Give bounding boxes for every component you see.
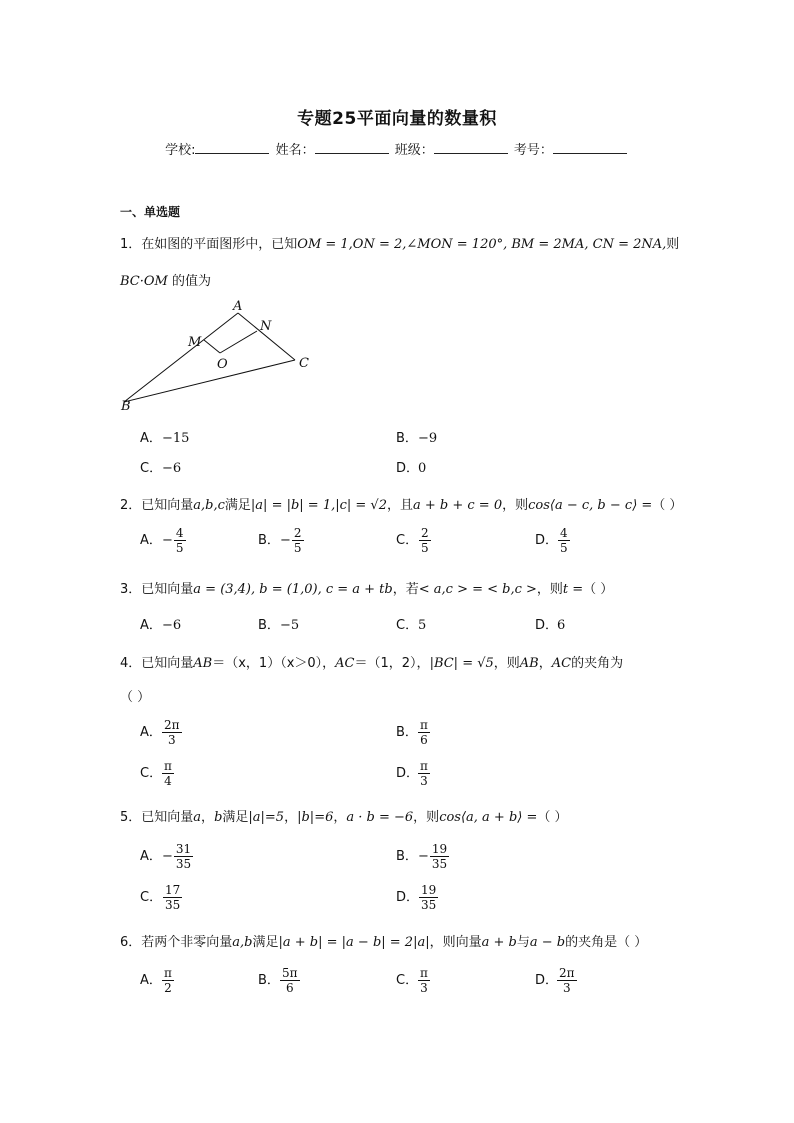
q2-answer-paren: （ ） [652,498,683,513]
q2-stem [120,494,682,513]
q6-stem-text3: ，则向量 [429,935,482,950]
q5-vector-a: a [193,810,202,825]
q1-stem-suffix: 的值为 [167,274,211,289]
q4-stem-text5: ， [538,656,552,671]
q1-option-d[interactable]: D．0 [396,461,427,476]
q6-option-c[interactable]: C． $\frac{\pi}{3}$ [396,966,428,995]
q5-vector-b: b [214,810,223,825]
q5-stem-text2: ， [201,810,215,825]
q4-vector-ac-2: AC [551,656,572,671]
label-B: B [121,399,131,414]
q5-stem-text4: ， [284,810,298,825]
q6-condition: |a + b| = |a − b| = 2|a| [278,935,430,950]
q5-option-d[interactable]: D． $\frac{19}{35}$ [396,883,437,912]
q1-option-b[interactable]: B．−9 [396,431,438,446]
q2-option-d[interactable]: D． $\frac{4}{5}$ [535,526,568,555]
name-label: 姓名： [275,143,315,158]
segment-BC [124,360,295,402]
q1-figure [115,300,315,415]
q4-stem-text6: 的夹角为 [571,656,624,671]
fraction: $\frac{4}{5}$ [175,526,184,555]
q2-condition-1: |a| = |b| = 1,|c| = √2 [250,498,387,513]
q4-vector-ab: AB [193,656,213,671]
school-label: 学校: [165,143,196,158]
q3-option-a[interactable]: A．−6 [140,618,182,633]
q1-stem-line2 [120,270,211,289]
exam-no-label: 考号： [513,143,553,158]
fraction: $\frac{2\pi}{3}$ [559,966,575,995]
q4-option-d[interactable]: D． $\frac{\pi}{3}$ [396,759,428,788]
q4-option-b[interactable]: B． $\frac{\pi}{6}$ [396,718,428,747]
q4-stem-text2: ＝（x，1）（x＞0）， [212,656,336,671]
q4-option-c[interactable]: C． $\frac{\pi}{4}$ [140,759,172,788]
q3-option-b[interactable]: B．−5 [258,618,300,633]
q3-stem-text3: ，则 [536,582,563,597]
q3-stem-text: 3．已知向量 [120,582,194,597]
segment-ON [220,331,257,353]
q6-vector-sum: a + b [481,935,517,950]
q5-stem-text: 5．已知向量 [120,810,194,825]
fraction: $\frac{31}{35}$ [175,842,192,871]
q6-vectors: a,b [232,935,253,950]
fraction: $\frac{\pi}{6}$ [420,718,428,747]
label-N: N [260,319,272,334]
label-O: O [217,357,228,372]
q3-stem [120,578,613,597]
fraction: $\frac{\pi}{3}$ [420,759,428,788]
q2-option-c[interactable]: C． $\frac{2}{5}$ [396,526,429,555]
q5-stem [120,806,568,825]
q1-option-a[interactable]: A．−15 [140,431,190,446]
q4-answer-paren: （ ） [120,690,151,705]
q5-condition-1: |a|=5 [248,810,285,825]
q3-answer-paren: （ ） [583,582,614,597]
q6-option-a[interactable]: A． $\frac{\pi}{2}$ [140,966,172,995]
q1-stem-text: 1．在如图的平面图形中，已知 [120,237,298,252]
segment-MO [204,340,220,353]
q2-stem-text3: ，且 [386,498,413,513]
q3-angle-condition: < a,c > = < b,c > [418,582,537,597]
q2-option-b[interactable]: B．− $\frac{2}{5}$ [258,526,302,555]
q3-unknown: t = [562,582,584,597]
q4-stem [120,652,623,671]
q6-answer-paren: （ ） [617,935,648,950]
q3-option-d[interactable]: D．6 [535,618,566,633]
fraction: $\frac{2}{5}$ [421,526,429,555]
exam-no-blank[interactable] [553,141,627,154]
fraction: $\frac{2}{5}$ [293,526,302,555]
q5-answer-paren: （ ） [537,810,568,825]
fraction: $\frac{19}{35}$ [431,842,448,871]
q4-stem-text: 4．已知向量 [120,656,194,671]
fraction: $\frac{\pi}{2}$ [164,966,172,995]
q4-magnitude-bc: |BC| = √5 [429,656,494,671]
label-A: A [233,300,243,314]
page-title: 专题25平面向量的数量积 [297,109,497,129]
fraction: $\frac{5\pi}{6}$ [282,966,298,995]
q5-stem-text6: ，则 [413,810,440,825]
q2-vectors: a,b,c [193,498,225,513]
q6-stem-text: 6．若两个非零向量 [120,935,233,950]
q6-stem-text2: 满足 [252,935,279,950]
fraction: $\frac{\pi}{3}$ [420,966,428,995]
q5-condition-3: a · b = −6 [346,810,414,825]
q1-option-c[interactable]: C．−6 [140,461,182,476]
q5-option-a[interactable]: A．− $\frac{31}{35}$ [140,842,192,871]
fraction: $\frac{2\pi}{3}$ [164,718,180,747]
q2-stem-text4: ，则 [502,498,529,513]
q5-stem-text5: ， [333,810,347,825]
q1-stem-text-end: 则 [666,237,680,252]
section-title: 一、单选题 [120,205,181,219]
q2-option-a[interactable]: A．− $\frac{4}{5}$ [140,526,184,555]
school-blank[interactable] [195,141,269,154]
q4-stem-text4: ，则 [493,656,520,671]
fraction: $\frac{4}{5}$ [560,526,568,555]
q5-expression: cos⟨a, a + b⟩ = [439,810,538,825]
q5-stem-text3: 满足 [222,810,249,825]
student-info-line [0,139,794,158]
fraction: $\frac{17}{35}$ [165,883,181,912]
q2-expression: cos⟨a − c, b − c⟩ = [528,498,653,513]
q6-vector-diff: a − b [529,935,566,950]
q6-stem-text4: 与 [516,935,530,950]
q6-option-b[interactable]: B． $\frac{5\pi}{6}$ [258,966,298,995]
q2-condition-2: a + b + c = 0 [413,498,503,513]
q1-stem-line1 [120,233,679,252]
q1-stem-math: OM = 1,ON = 2,∠MON = 120°, BM = 2MA, CN = 2NA, [297,237,667,252]
q4-vector-ac: AC [335,656,355,671]
q5-option-b[interactable]: B．− $\frac{19}{35}$ [396,842,448,871]
q2-stem-text: 2．已知向量 [120,498,194,513]
q5-option-c[interactable]: C． $\frac{17}{35}$ [140,883,181,912]
class-blank[interactable] [434,141,508,154]
q4-stem-text3: ＝（1，2）， [354,656,430,671]
label-M: M [188,335,202,350]
fraction: $\frac{\pi}{4}$ [164,759,172,788]
name-blank[interactable] [315,141,389,154]
class-label: 班级： [394,143,434,158]
q3-vectors: a = (3,4), b = (1,0), c = a + tb [193,582,393,597]
label-C: C [299,356,309,371]
q4-vector-ab-2: AB [519,656,539,671]
q4-option-a[interactable]: A． $\frac{2\pi}{3}$ [140,718,180,747]
q6-stem [120,931,647,950]
q6-option-d[interactable]: D． $\frac{2\pi}{3}$ [535,966,575,995]
q1-dot-product: BC·OM [120,274,168,289]
q6-stem-text5: 的夹角是 [565,935,618,950]
fraction: $\frac{19}{35}$ [421,883,437,912]
q3-stem-text2: ，若 [392,582,419,597]
q3-option-c[interactable]: C．5 [396,618,427,633]
q2-stem-text2: 满足 [224,498,251,513]
q5-condition-2: |b|=6 [297,810,334,825]
